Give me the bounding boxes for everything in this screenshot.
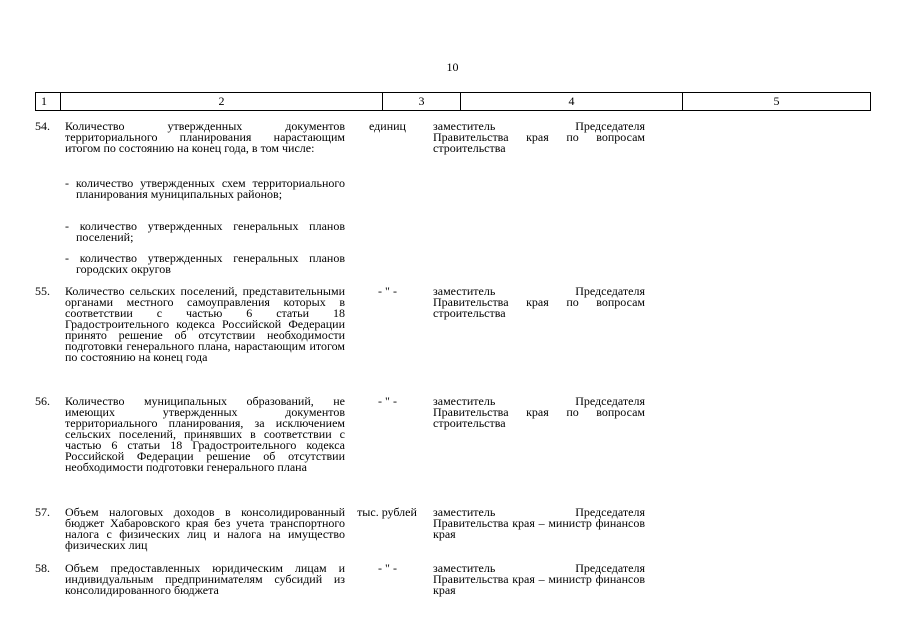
row-responsible: заместитель Председателя Правительства края – министр финансов края xyxy=(433,561,645,597)
row-unit: - " - xyxy=(378,284,397,298)
row-unit: единиц xyxy=(369,119,406,133)
row-number: 54. xyxy=(35,119,50,133)
header-col-5: 5 xyxy=(773,94,780,108)
header-col-2: 2 xyxy=(61,93,383,110)
row-description: Объем налоговых доходов в консолидированный бюджет Хабаровского края без учета транспортного налога с физических лиц и налога на имущество физических лиц xyxy=(65,505,345,552)
header-col-4: 4 xyxy=(461,93,683,110)
row-description: Количество утвержденных документов территориального планирования нарастающим итогом по состоянию на конец года, в том числе: xyxy=(65,119,345,155)
row-number: 58. xyxy=(35,561,50,575)
row-unit: - " - xyxy=(378,394,397,408)
table-header xyxy=(35,92,871,111)
list-item xyxy=(65,221,345,243)
row-unit: тыс. рублей xyxy=(357,505,417,519)
row-description: Количество муниципальных образований, не имеющих утвержденных документов территориального планирования, за исключением сельских поселений, принявших в соответствии с частью 6 статьи 18 Градостроительного кодекса Российской Федерации решение об отсутствии необходимости подготовки генерального плана xyxy=(65,394,345,474)
subitem-text: - количество утвержденных генеральных планов поселений; xyxy=(65,219,345,244)
page-number: 10 xyxy=(446,60,459,74)
row-responsible: заместитель Председателя Правительства края по вопросам строительства xyxy=(433,284,645,320)
row-number: 56. xyxy=(35,394,50,408)
subitem-text: - количество утвержденных схем территориального планирования муниципальных районов; xyxy=(65,176,345,201)
list-item xyxy=(65,253,345,275)
row-unit: - " - xyxy=(378,561,397,575)
row-description: Количество сельских поселений, представительными органами местного самоуправления которых в соответствии с частью 6 статьи 18 Градостроительного кодекса Российской Федерации принято решение об отсутствии необходимости подготовки генерального плана, нарастающим итогом по состоянию на конец года xyxy=(65,284,345,364)
list-item xyxy=(65,178,345,200)
header-col-3: 3 xyxy=(383,93,461,110)
row-number: 57. xyxy=(35,505,50,519)
subitem-text: - количество утвержденных генеральных планов городских округов xyxy=(65,251,345,276)
row-responsible: заместитель Председателя Правительства края по вопросам строительства xyxy=(433,119,645,155)
header-col-1: 1 xyxy=(36,93,61,110)
row-description: Объем предоставленных юридическим лицам и индивидуальным предпринимателям субсидий из консолидированного бюджета xyxy=(65,561,345,597)
row-responsible: заместитель Председателя Правительства края по вопросам строительства xyxy=(433,394,645,430)
row-number: 55. xyxy=(35,284,50,298)
row-responsible: заместитель Председателя Правительства края – министр финансов края xyxy=(433,505,645,541)
